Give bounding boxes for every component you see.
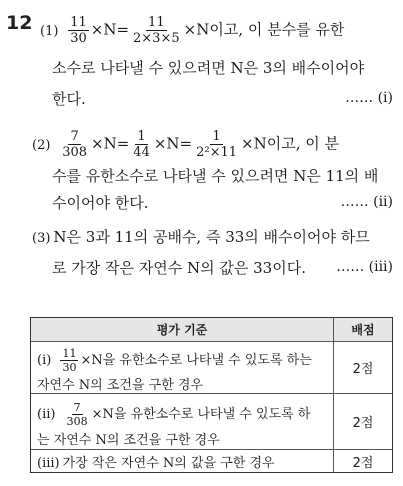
frac-denominator: 2²×11 — [196, 145, 238, 160]
frac-denominator: 308 — [62, 145, 88, 160]
header-score: 배점 — [351, 323, 375, 337]
criteria-line1 — [37, 402, 310, 427]
frac-numerator: 11 — [148, 15, 165, 30]
criteria-line2: 자연수 N의 조건을 구한 경우 — [37, 378, 204, 393]
fraction-1-44 — [131, 130, 152, 159]
frac-numerator: 11 — [70, 15, 87, 30]
frac-denominator: 308 — [66, 415, 88, 428]
fraction-1-2sq-11 — [194, 130, 239, 159]
rubric-row — [31, 394, 392, 450]
criteria-text: ×N을 유한소수로 나타낼 수 있도록 하는 — [80, 353, 312, 368]
frac-numerator: 11 — [62, 347, 77, 360]
part2-line3: 수이어야 한다. — [52, 194, 149, 212]
criteria-line1 — [37, 452, 275, 471]
times-n-equals: ×N= — [91, 134, 130, 153]
score-cell: 2점 — [352, 362, 374, 377]
rubric-row — [31, 342, 392, 394]
part3-mark: …… (iii) — [336, 259, 393, 275]
rubric-table — [30, 317, 393, 473]
fraction-7-308 — [65, 402, 90, 427]
rubric-row — [31, 450, 392, 472]
part2-line2: 수를 유한소수로 나타낼 수 있으려면 N은 11의 배 — [52, 167, 379, 185]
times-n-equals: ×N= — [153, 134, 193, 153]
criteria-cell — [31, 394, 334, 449]
row-label: (iii) — [37, 456, 60, 471]
part1-line3: 한다. — [52, 90, 86, 108]
part2-label: (2) — [32, 137, 51, 153]
problem-number: 12 — [6, 12, 33, 34]
part1-tail-text: ×N이고, 이 분수를 유한 — [183, 20, 345, 39]
row-label: (i) — [37, 353, 52, 368]
part2-mark: …… (ii) — [340, 194, 393, 210]
part1-label: (1) — [40, 23, 59, 39]
frac-denominator: 30 — [62, 361, 77, 374]
frac-denominator: 2×3×5 — [133, 31, 180, 46]
times-n-equals: ×N= — [90, 20, 130, 39]
frac-numerator: 1 — [137, 129, 146, 144]
criteria-cell — [31, 342, 334, 393]
frac-denominator: 44 — [133, 145, 150, 160]
part2-tail-text: ×N이고, 이 분 — [241, 134, 339, 153]
part1-line1 — [40, 16, 344, 45]
row-label: (ii) — [37, 407, 56, 422]
criteria-line2: 는 자연수 N의 조건을 구한 경우 — [37, 433, 220, 448]
fraction-11-30 — [60, 348, 78, 373]
part3-line1 — [32, 227, 370, 249]
rubric-header-row — [31, 318, 392, 342]
criteria-text: 가장 작은 자연수 N의 값을 구한 경우 — [62, 456, 275, 471]
criteria-text: ×N을 유한소수로 나타낼 수 있도록 하 — [91, 407, 311, 422]
frac-numerator: 7 — [73, 401, 81, 414]
frac-denominator: 30 — [70, 31, 87, 46]
score-cell: 2점 — [352, 416, 374, 431]
part3-label: (3) — [32, 231, 51, 246]
part3-line2: 로 가장 작은 자연수 N의 값은 33이다. — [52, 259, 306, 277]
part3-text: N은 3과 11의 공배수, 즉 33의 배수이어야 하므 — [53, 228, 370, 246]
score-cell: 2점 — [352, 455, 374, 471]
criteria-line1 — [37, 348, 312, 373]
part1-mark: …… (i) — [345, 90, 393, 106]
frac-numerator: 7 — [70, 129, 79, 144]
part2-line1 — [32, 130, 339, 159]
fraction-11-2x3x5 — [131, 16, 182, 45]
part1-line2: 소수로 나타낼 수 있으려면 N은 3의 배수이어야 — [52, 59, 365, 77]
frac-numerator: 1 — [212, 129, 221, 144]
fraction-7-308 — [60, 130, 89, 159]
header-criteria: 평가 기준 — [31, 318, 334, 341]
fraction-11-30 — [68, 16, 89, 45]
criteria-cell — [31, 450, 334, 472]
